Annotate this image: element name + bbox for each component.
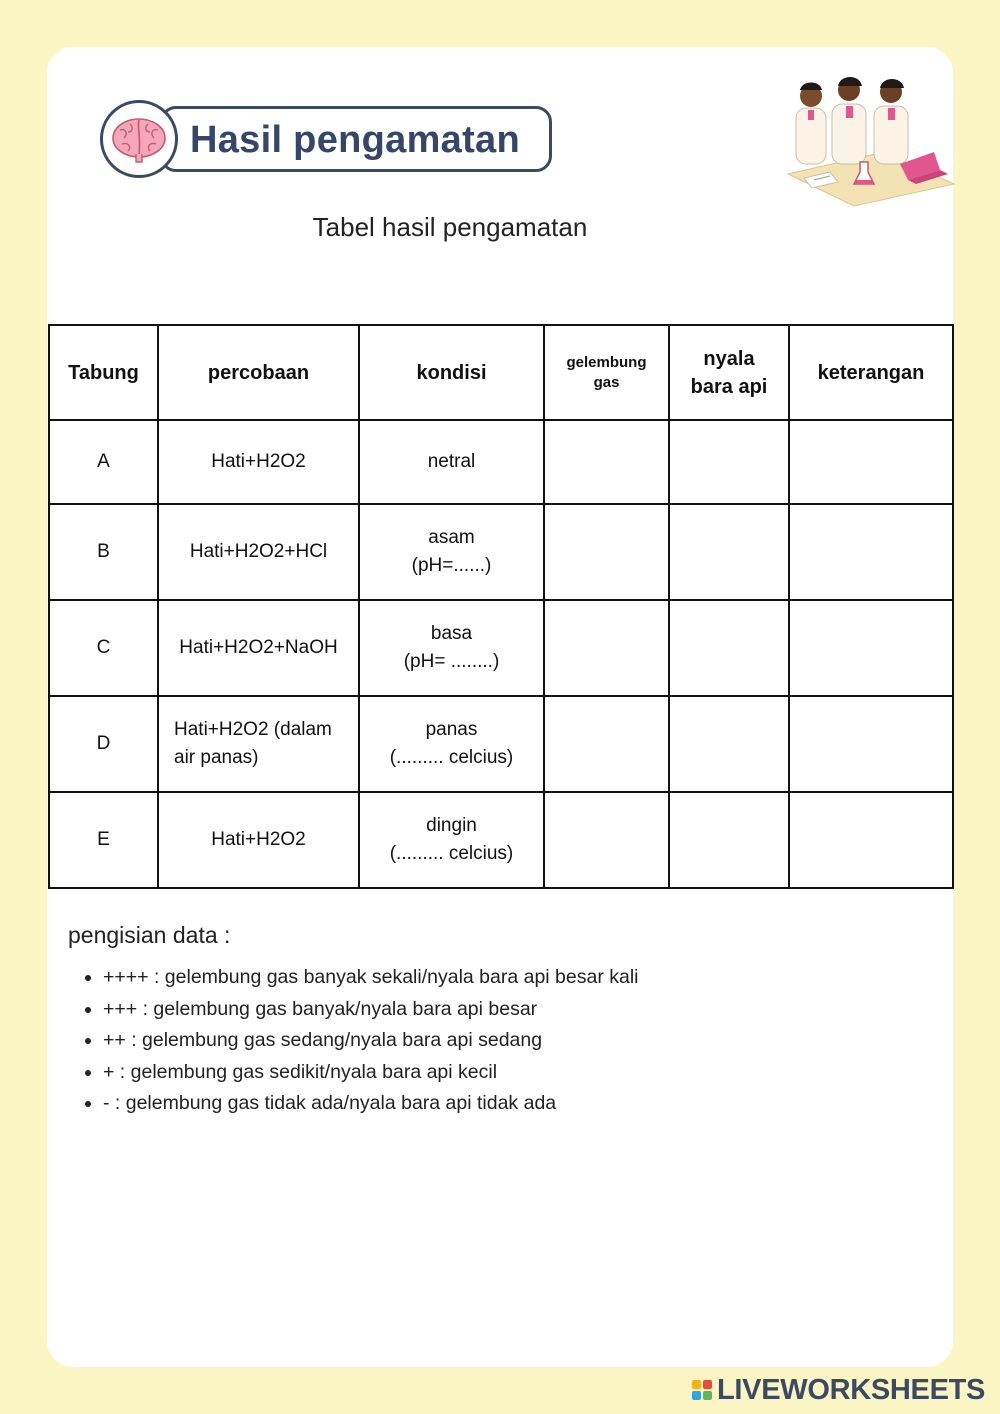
cell-percobaan: Hati+H2O2	[158, 792, 359, 888]
cell-keterangan-input[interactable]	[789, 792, 953, 888]
cell-kondisi: panas (......... celcius)	[359, 696, 544, 792]
list-item: • + : gelembung gas sedikit/nyala bara api kecil	[103, 1057, 639, 1089]
observation-table	[48, 324, 954, 889]
cell-gelembung-input[interactable]	[544, 504, 669, 600]
brain-badge	[100, 100, 178, 178]
table-row	[49, 420, 953, 504]
cell-kondisi: asam (pH=......)	[359, 504, 544, 600]
header-percobaan: percobaan	[158, 325, 359, 420]
cell-keterangan-input[interactable]	[789, 420, 953, 504]
cell-percobaan: Hati+H2O2	[158, 420, 359, 504]
table-row	[49, 504, 953, 600]
cell-kondisi: netral	[359, 420, 544, 504]
table-caption: Tabel hasil pengamatan	[312, 212, 588, 242]
cell-percobaan: Hati+H2O2 (dalam air panas)	[158, 696, 359, 792]
liveworksheets-icon	[692, 1380, 712, 1400]
cell-percobaan: Hati+H2O2+HCl	[158, 504, 359, 600]
header-nyala-bara-api: nyala bara api	[669, 325, 789, 420]
legend-title: pengisian data :	[68, 922, 231, 948]
header-keterangan: keterangan	[789, 325, 953, 420]
cell-gelembung-input[interactable]	[544, 696, 669, 792]
liveworksheets-logo[interactable]	[692, 1373, 985, 1407]
cell-percobaan: Hati+H2O2+NaOH	[158, 600, 359, 696]
page-title: Hasil pengamatan	[190, 119, 521, 161]
legend-list	[68, 962, 639, 1120]
cell-nyala-input[interactable]	[669, 792, 789, 888]
cell-kondisi: basa (pH= ........)	[359, 600, 544, 696]
header-tabung: Tabung	[49, 325, 158, 420]
cell-tabung: B	[49, 504, 158, 600]
cell-nyala-input[interactable]	[669, 696, 789, 792]
list-item: • +++ : gelembung gas banyak/nyala bara api besar	[103, 994, 639, 1026]
table-row	[49, 696, 953, 792]
cell-gelembung-input[interactable]	[544, 420, 669, 504]
cell-nyala-input[interactable]	[669, 600, 789, 696]
cell-keterangan-input[interactable]	[789, 504, 953, 600]
cell-nyala-input[interactable]	[669, 504, 789, 600]
list-item: • ++++ : gelembung gas banyak sekali/nyala bara api besar kali	[103, 962, 639, 994]
header-kondisi: kondisi	[359, 325, 544, 420]
brain-icon	[110, 114, 168, 164]
cell-gelembung-input[interactable]	[544, 792, 669, 888]
cell-tabung: C	[49, 600, 158, 696]
list-item: • ++ : gelembung gas sedang/nyala bara api sedang	[103, 1025, 639, 1057]
cell-tabung: D	[49, 696, 158, 792]
cell-tabung: A	[49, 420, 158, 504]
cell-gelembung-input[interactable]	[544, 600, 669, 696]
cell-tabung: E	[49, 792, 158, 888]
cell-keterangan-input[interactable]	[789, 696, 953, 792]
header-gelembung-gas: gelembung gas	[544, 325, 669, 420]
cell-keterangan-input[interactable]	[789, 600, 953, 696]
list-item: • - : gelembung gas tidak ada/nyala bara api tidak ada	[103, 1088, 639, 1120]
footer-brand-text: LIVEWORKSHEETS	[717, 1373, 986, 1406]
table-header-row	[49, 325, 953, 420]
cell-kondisi: dingin (......... celcius)	[359, 792, 544, 888]
scientists-illustration	[784, 74, 956, 212]
table-row	[49, 600, 953, 696]
cell-nyala-input[interactable]	[669, 420, 789, 504]
table-row	[49, 792, 953, 888]
